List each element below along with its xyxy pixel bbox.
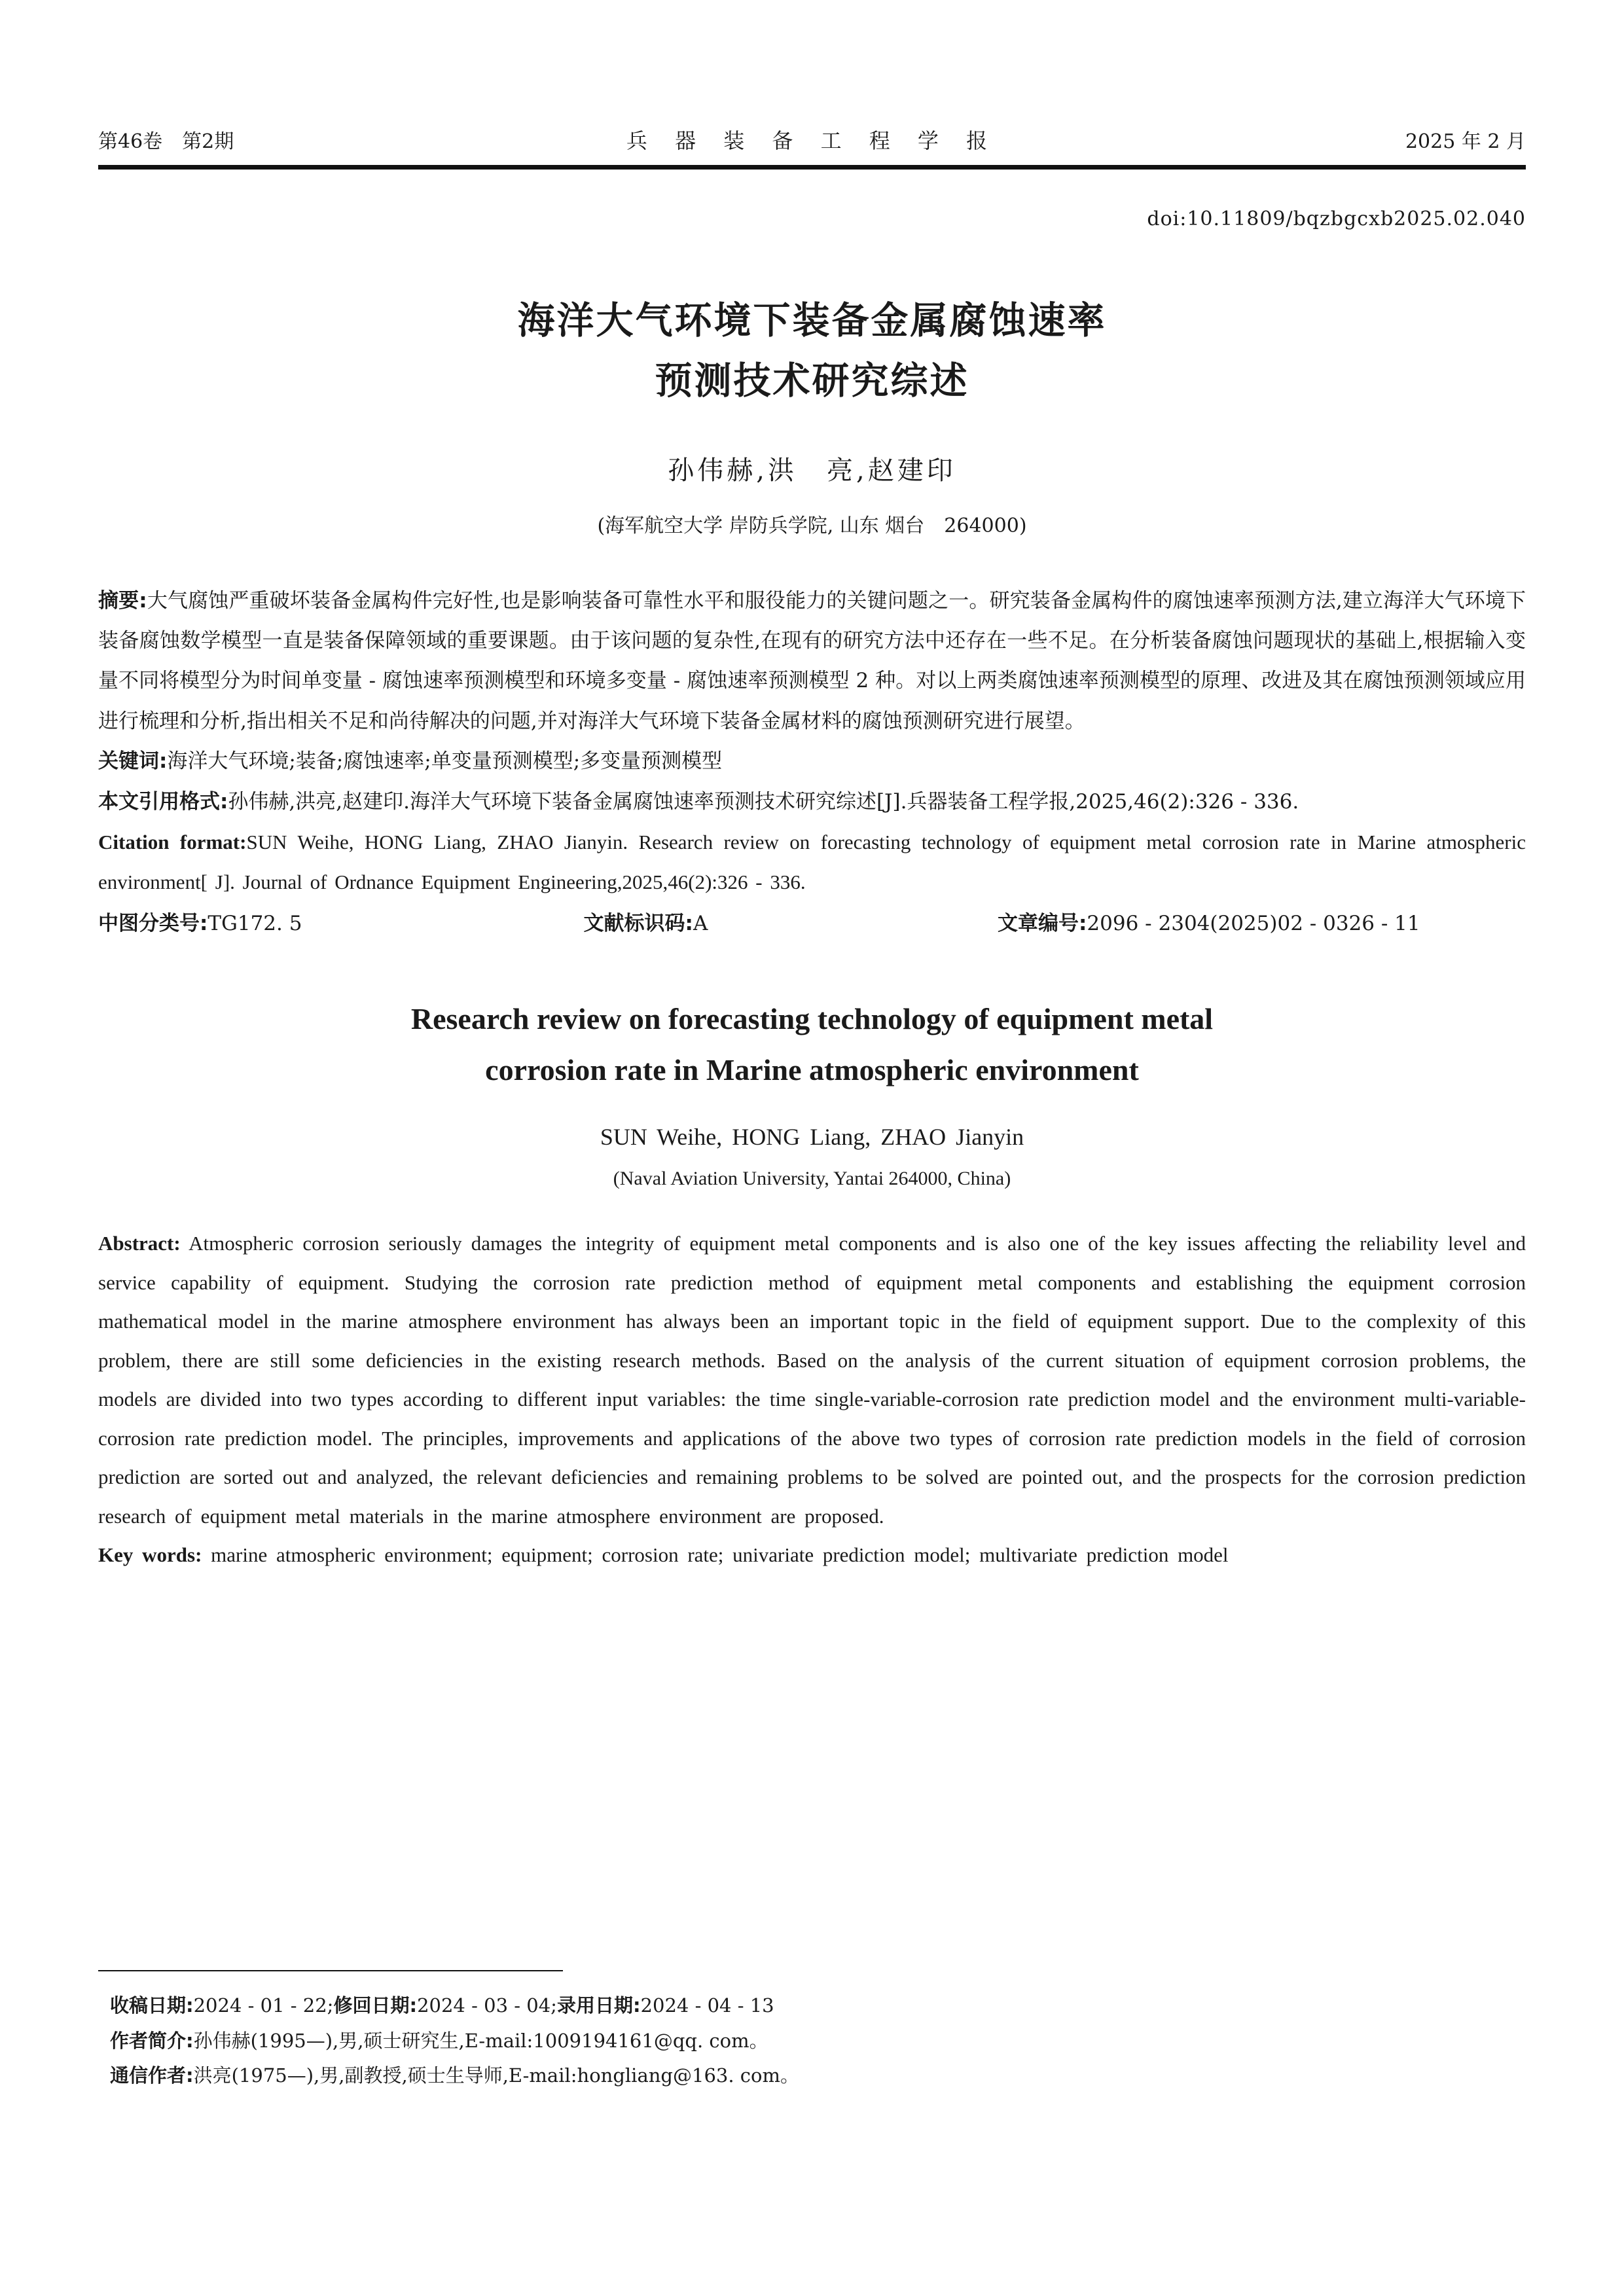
document-code-label: 文献标识码:	[583, 911, 693, 935]
footnote-dates	[110, 1988, 1526, 2024]
citation-zh-text: 孙伟赫,洪亮,赵建印.海洋大气环境下装备金属腐蚀速率预测技术研究综述[J].兵器装备工程学报,2025,46(2):326 - 336.	[228, 789, 1299, 814]
keywords-en	[98, 1535, 1526, 1575]
abstract-zh-label: 摘要:	[98, 588, 147, 613]
article-id	[998, 903, 1526, 945]
corresponding-author-value: 洪亮(1975—),男,副教授,硕士生导师,E-mail:hongliang@163. com。	[193, 2064, 799, 2087]
journal-name: 兵 器 装 备 工 程 学 报	[626, 128, 998, 153]
doi-text: doi:10.11809/bqzbgcxb2025.02.040	[1147, 207, 1526, 230]
paper-title-en-line1: Research review on forecasting technology of equipment metal	[410, 1001, 1214, 1035]
keywords-zh-label: 关键词:	[98, 749, 168, 774]
keywords-zh-text: 海洋大气环境;装备;腐蚀速率;单变量预测模型;多变量预测模型	[167, 749, 723, 774]
received-date-value: 2024 - 01 - 22;	[193, 1994, 334, 2017]
document-code	[584, 903, 998, 945]
affiliation-en: (Naval Aviation University, Yantai 264000, China)	[613, 1168, 1011, 1190]
author-bio-label: 作者简介:	[110, 2029, 194, 2052]
keywords-en-text: marine atmospheric environment; equipment; corrosion rate; univariate prediction model; multivariate prediction model	[211, 1543, 1229, 1567]
clc-value: TG172. 5	[208, 911, 302, 935]
abstract-zh	[98, 581, 1526, 742]
footnotes-section	[98, 1970, 1526, 2094]
journal-header	[98, 124, 1526, 154]
citation-zh-label: 本文引用格式:	[98, 789, 228, 814]
paper-title-zh-line1: 海洋大气环境下装备金属腐蚀速率	[517, 299, 1107, 342]
paper-title-en-line2: corrosion rate in Marine atmospheric environment	[485, 1052, 1139, 1086]
keywords-en-label: Key words:	[98, 1543, 202, 1567]
accepted-date-label: 录用日期:	[556, 1994, 641, 2017]
accepted-date-value: 2024 - 04 - 13	[640, 1994, 774, 2017]
authors-zh: 孙伟赫,洪 亮,赵建印	[668, 455, 956, 486]
paper-title-zh	[98, 291, 1526, 412]
footnote-rule	[98, 1970, 563, 1971]
article-id-label: 文章编号:	[998, 911, 1087, 935]
citation-zh	[98, 782, 1526, 822]
footnote-author-bio	[110, 2024, 1526, 2059]
abstract-zh-text: 大气腐蚀严重破坏装备金属构件完好性,也是影响装备可靠性水平和服役能力的关键问题之一。研究装备金属构件的腐蚀速率预测方法,建立海洋大气环境下装备腐蚀数学模型一直是装备保障领域的重要课题。由于该问题的复杂性,在现有的研究方法中还存在一些不足。在分析装备腐蚀问题现状的基础上,根据输入变量不同将模型分为时间单变量 - 腐蚀速率预测模型和环境多变量 - 腐蚀速率预测模型 2 种。对以上两类腐蚀速率预测模型的原理、改进及其在腐蚀预测领域应用进行梳理和分析,指出相关不足和尚待解决的问题,并对海洋大气环境下装备金属材料的腐蚀预测研究进行展望。	[98, 588, 1526, 733]
paper-title-zh-line2: 预测技术研究综述	[655, 359, 969, 403]
header-rule	[98, 165, 1526, 170]
authors-en: SUN Weihe, HONG Liang, ZHAO Jianyin	[600, 1124, 1024, 1151]
keywords-zh	[98, 742, 1526, 781]
author-bio-value: 孙伟赫(1995—),男,硕士研究生,E-mail:1009194161@qq. com。	[193, 2029, 768, 2052]
paper-title-en	[98, 994, 1526, 1096]
corresponding-author-label: 通信作者:	[110, 2064, 194, 2087]
chinese-meta-section	[98, 581, 1526, 945]
abstract-en-text: Atmospheric corrosion seriously damages the integrity of equipment metal components and is also one of the key issues affecting the reliability level and service capability of equipment. Studying the corrosion rate prediction method of equipment metal components and establishing the equipment corrosion mathematical model in the marine atmosphere environment has always been an important topic in the field of equipment support. Due to the complexity of this problem, there are still some deficiencies in the existing research methods. Based on the analysis of the current situation of equipment corrosion problems, the models are divided into two types according to different input variables: the time single-variable-corrosion rate prediction model and the environment multi-variable-corrosion rate prediction model. The principles, improvements and applications of the above two types of corrosion rate prediction models in the field of corrosion prediction are sorted out and analyzed, the relevant deficiencies and remaining problems to be solved are pointed out, and the prospects for the corrosion prediction research of equipment metal materials in the marine atmosphere environment are proposed.	[98, 1232, 1526, 1528]
abstract-en-label: Abstract:	[98, 1232, 181, 1255]
affiliation-zh: (海军航空大学 岸防兵学院, 山东 烟台 264000)	[597, 514, 1027, 537]
citation-en-text: SUN Weihe, HONG Liang, ZHAO Jianyin. Research review on forecasting technology of equipment metal corrosion rate in Marine atmospheric environment[ J]. Journal of Ordnance Equipment Engineering,2025,46(2):326 - 336.	[98, 830, 1526, 894]
volume-issue: 第46卷 第2期	[98, 130, 234, 153]
footnote-corresponding	[110, 2058, 1526, 2094]
clc-label: 中图分类号:	[98, 911, 208, 935]
received-date-label: 收稿日期:	[110, 1994, 194, 2017]
article-id-value: 2096 - 2304(2025)02 - 0326 - 11	[1087, 911, 1420, 935]
revised-date-value: 2024 - 03 - 04;	[417, 1994, 557, 2017]
classification-row	[98, 903, 1526, 945]
document-code-value: A	[693, 911, 708, 935]
english-meta-section	[98, 1224, 1526, 1575]
abstract-en	[98, 1224, 1526, 1535]
revised-date-label: 修回日期:	[333, 1994, 418, 2017]
citation-en-label: Citation format:	[98, 830, 247, 853]
citation-en	[98, 822, 1526, 903]
publish-date: 2025 年 2 月	[1405, 130, 1526, 153]
clc-number	[98, 903, 584, 945]
